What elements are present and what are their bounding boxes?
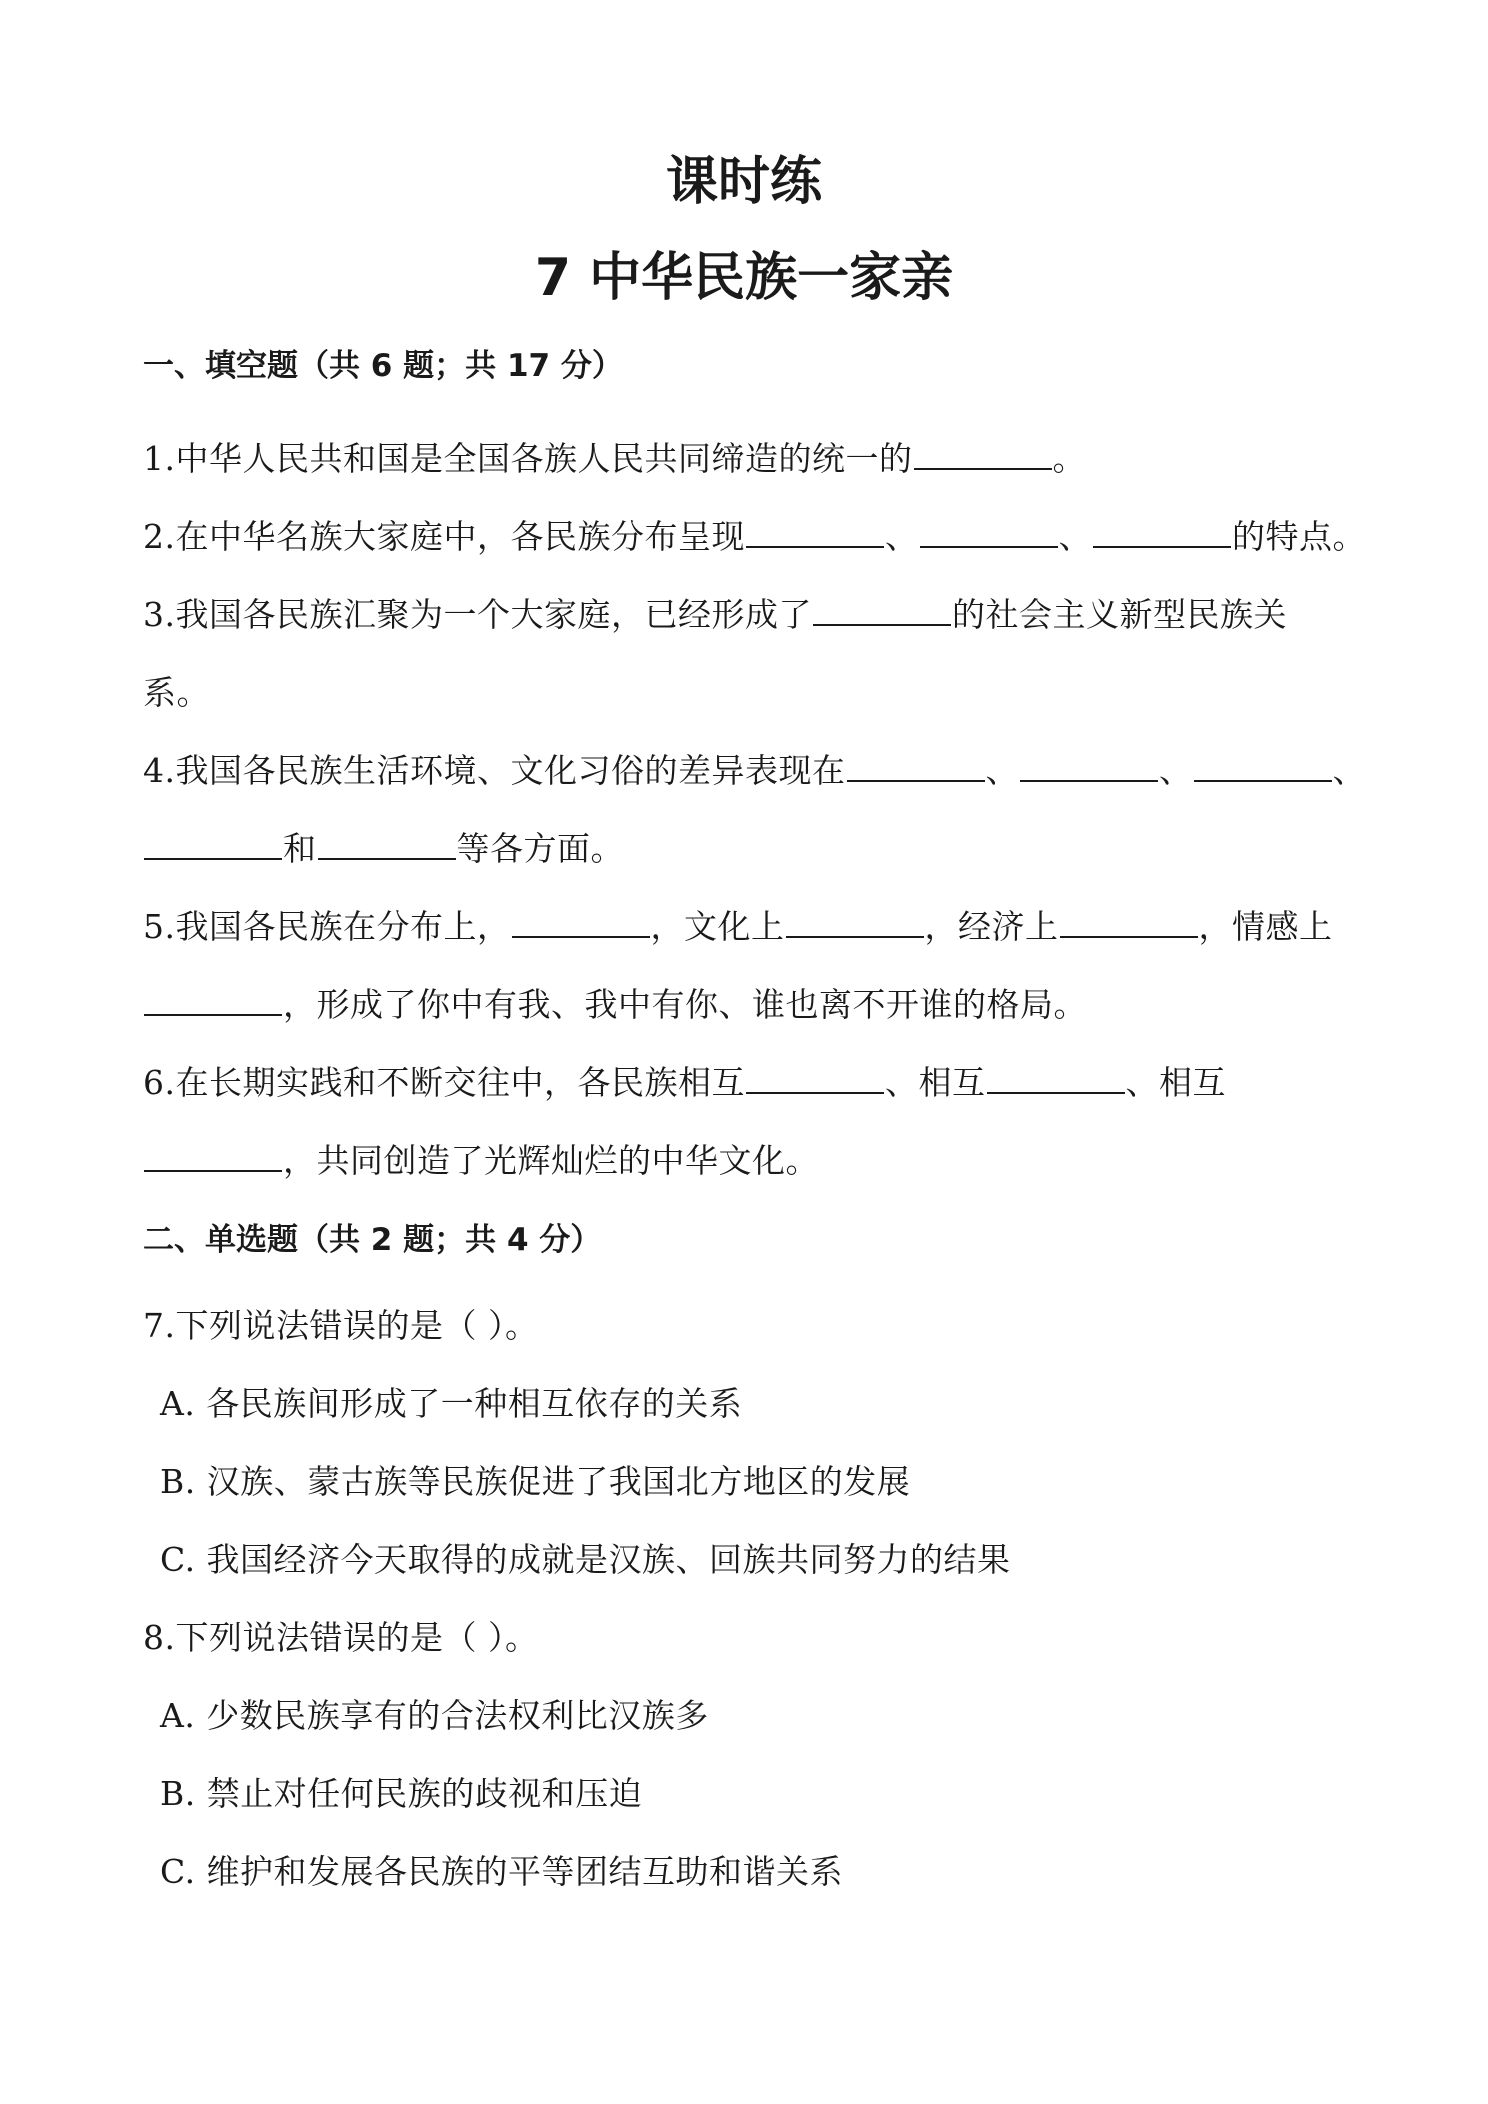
question-4-continued: 和 等各方面。 [143, 826, 624, 872]
question-2: 2.在中华名族大家庭中，各民族分布呈现 、 、 的特点。 [143, 517, 1366, 556]
question-1: 1.中华人民共和国是全国各族人民共同缔造的统一的 。 [143, 439, 1086, 478]
q7-option-b[interactable]: B. 汉族、蒙古族等民族促进了我国北方地区的发展 [160, 1462, 911, 1501]
answer-blank[interactable] [813, 594, 951, 626]
q7-option-c[interactable]: C. 我国经济今天取得的成就是汉族、回族共同努力的结果 [160, 1540, 1011, 1579]
answer-blank[interactable] [987, 1062, 1125, 1094]
lesson-title: 7 中华民族一家亲 [534, 248, 954, 308]
answer-blank[interactable] [318, 828, 456, 860]
answer-blank[interactable] [144, 828, 282, 860]
question-8: 8.下列说法错误的是（ ）。 [143, 1618, 539, 1657]
q8-option-a[interactable]: A. 少数民族享有的合法权利比汉族多 [160, 1696, 709, 1735]
question-3: 3.我国各民族汇聚为一个大家庭，已经形成了 的社会主义新型民族关 [143, 595, 1287, 634]
answer-blank[interactable] [144, 1140, 282, 1172]
question-6: 6.在长期实践和不断交往中，各民族相互 、相互 、相互 [143, 1063, 1226, 1102]
question-5: 5.我国各民族在分布上， ，文化上 ，经济上 ，情感上 [143, 907, 1333, 946]
q8-option-b[interactable]: B. 禁止对任何民族的歧视和压迫 [160, 1774, 643, 1813]
answer-blank[interactable] [1020, 750, 1158, 782]
answer-blank[interactable] [847, 750, 985, 782]
question-5-continued: ，形成了你中有我、我中有你、谁也离不开谁的格局。 [143, 982, 1087, 1028]
answer-blank[interactable] [144, 984, 282, 1016]
question-6-continued: ，共同创造了光辉灿烂的中华文化。 [143, 1138, 819, 1184]
answer-blank[interactable] [1093, 516, 1231, 548]
answer-blank[interactable] [786, 906, 924, 938]
section-heading-single-choice: 二、单选题（共 2 题；共 4 分） [143, 1222, 602, 1258]
answer-blank[interactable] [512, 906, 650, 938]
question-4: 4.我国各民族生活环境、文化习俗的差异表现在 、 、 、 [143, 751, 1366, 790]
q8-option-c[interactable]: C. 维护和发展各民族的平等团结互助和谐关系 [160, 1852, 844, 1891]
answer-blank[interactable] [746, 1062, 884, 1094]
answer-blank[interactable] [746, 516, 884, 548]
answer-blank[interactable] [1194, 750, 1332, 782]
question-3-continued: 系。 [143, 673, 210, 712]
section-heading-fill-in: 一、填空题（共 6 题；共 17 分） [143, 348, 623, 384]
answer-blank[interactable] [1060, 906, 1198, 938]
page-title: 课时练 [665, 152, 822, 212]
answer-blank[interactable] [920, 516, 1058, 548]
q7-option-a[interactable]: A. 各民族间形成了一种相互依存的关系 [160, 1384, 743, 1423]
question-7: 7.下列说法错误的是（ ）。 [143, 1306, 539, 1345]
answer-blank[interactable] [914, 438, 1052, 470]
